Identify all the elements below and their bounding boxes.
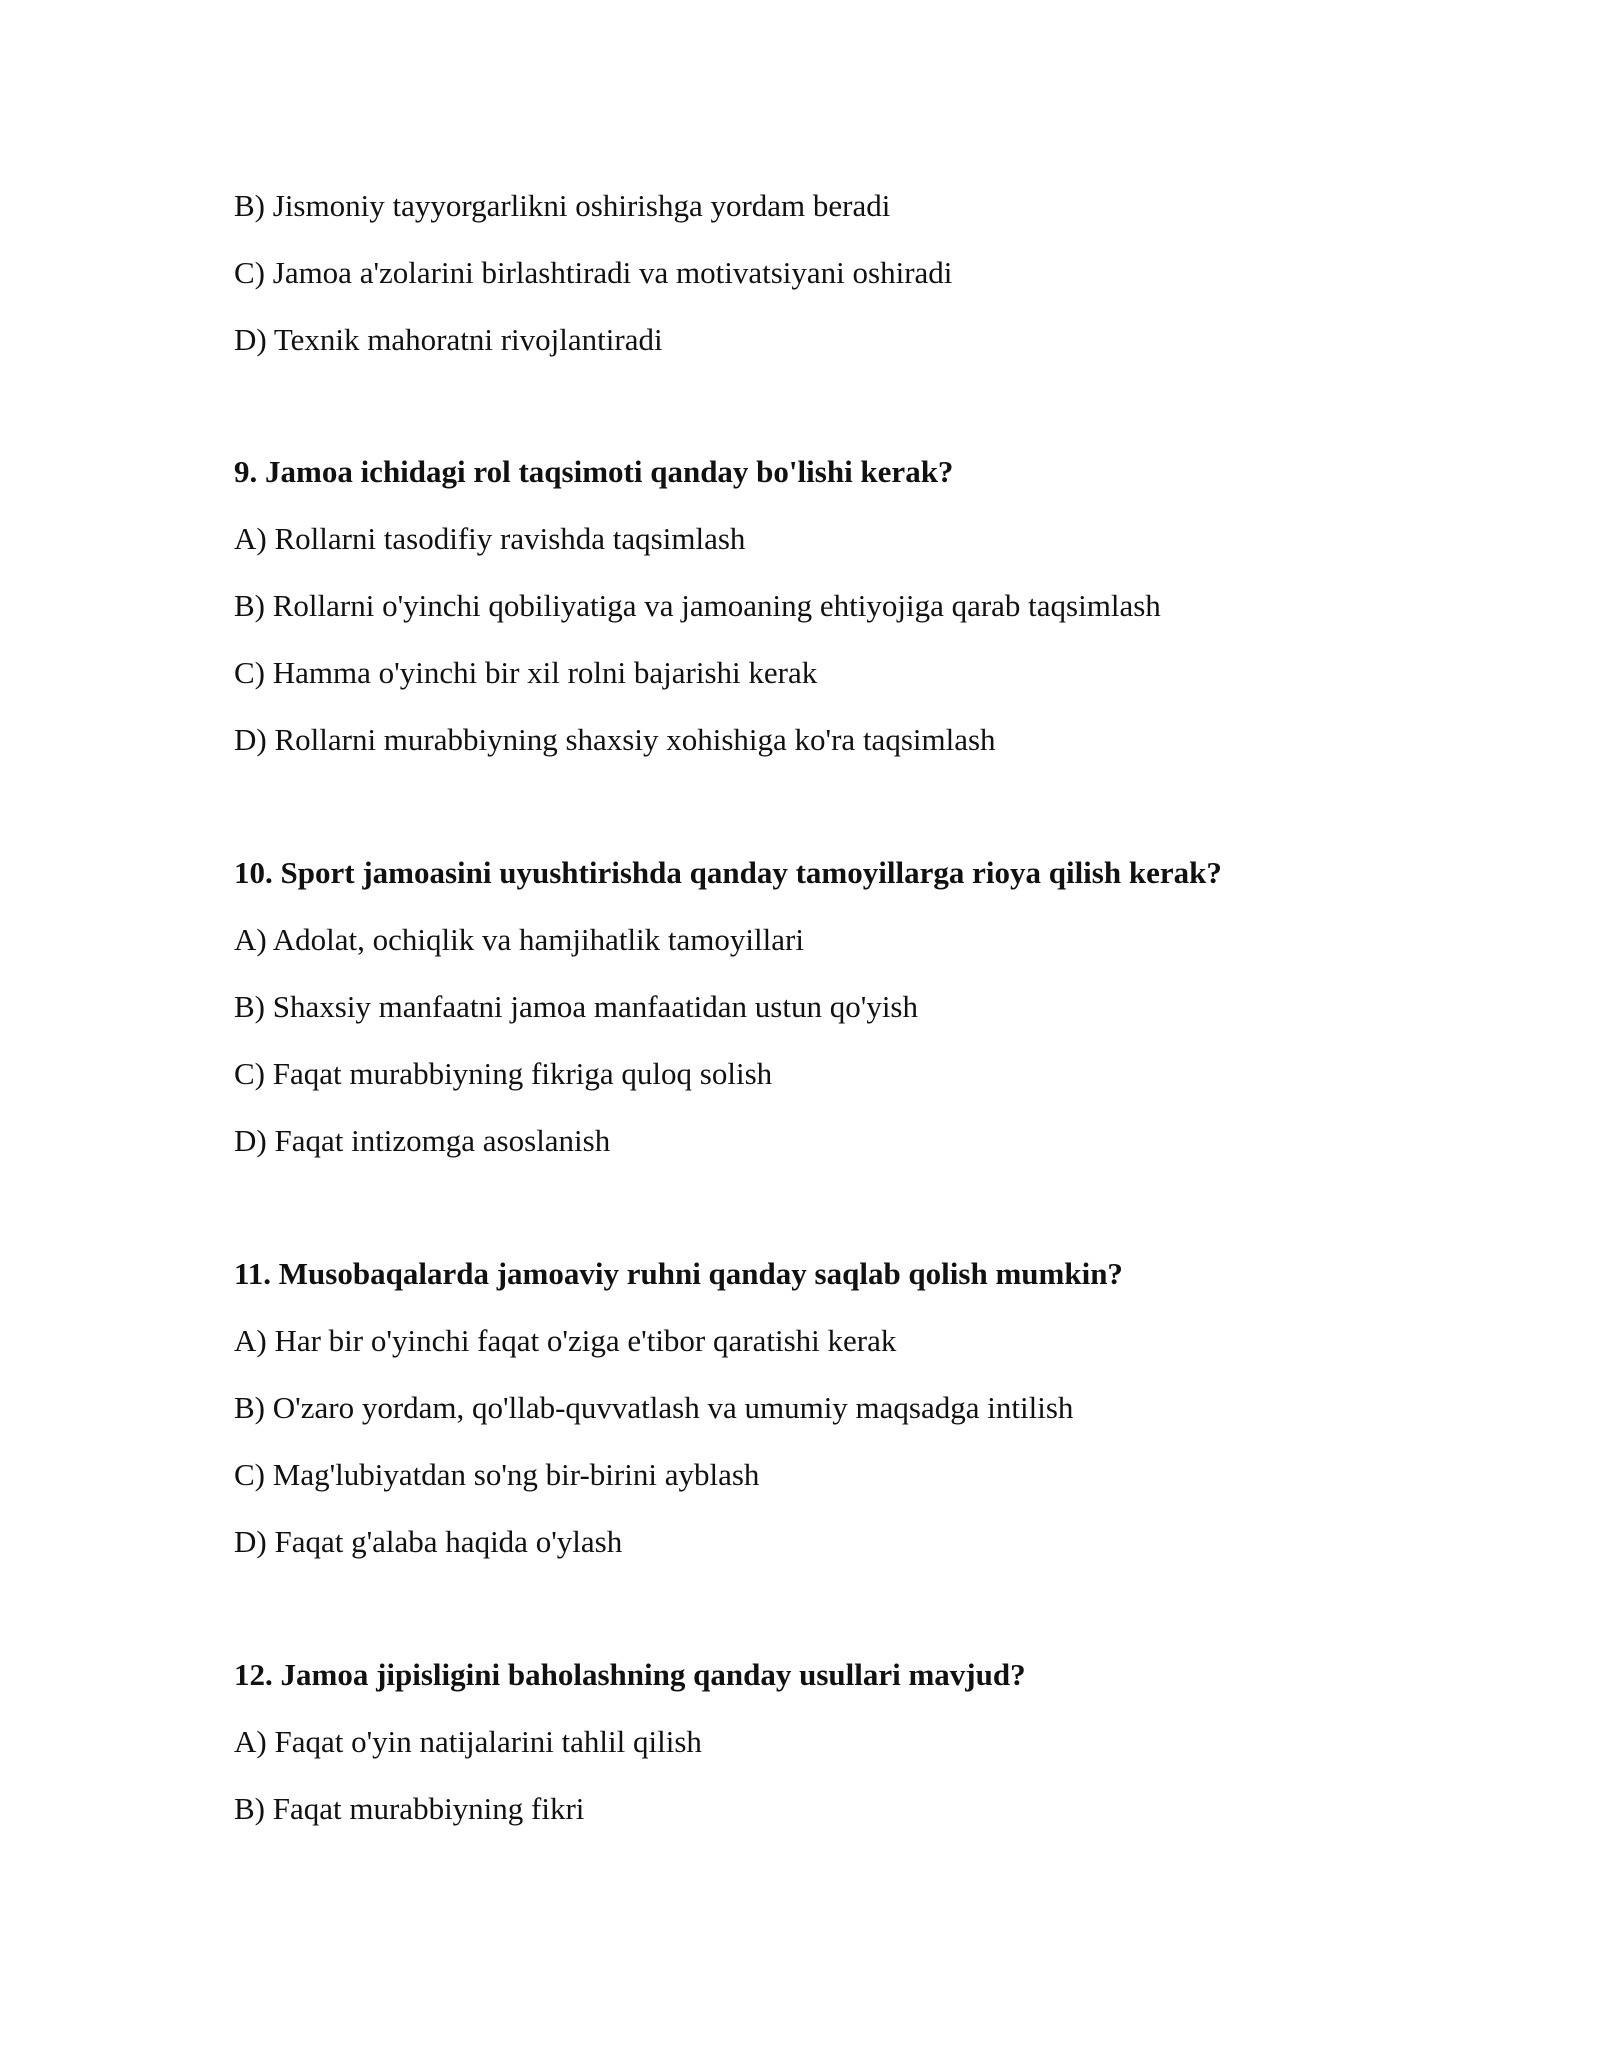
question-11-heading: 11. Musobaqalarda jamoaviy ruhni qanday saqlab qolish mumkin? [234,1256,1123,1291]
question-9-option-c: C) Hamma o'yinchi bir xil rolni bajarishi kerak [234,655,818,690]
option-c-previous: C) Jamoa a'zolarini birlashtiradi va motivatsiyani oshiradi [234,255,953,290]
question-10-option-a: A) Adolat, ochiqlik va hamjihatlik tamoyillari [234,922,804,957]
question-11-option-b: B) O'zaro yordam, qo'llab-quvvatlash va umumiy maqsadga intilish [234,1390,1074,1425]
question-10-option-b: B) Shaxsiy manfaatni jamoa manfaatidan ustun qo'yish [234,989,918,1024]
option-b-previous: B) Jismoniy tayyorgarlikni oshirishga yordam beradi [234,188,891,223]
question-12-option-a: A) Faqat o'yin natijalarini tahlil qilish [234,1724,702,1759]
question-10-option-c: C) Faqat murabbiyning fikriga quloq solish [234,1056,773,1091]
question-10-heading: 10. Sport jamoasini uyushtirishda qanday tamoyillarga rioya qilish kerak? [234,855,1222,890]
question-11-option-d: D) Faqat g'alaba haqida o'ylash [234,1524,623,1559]
option-d-previous: D) Texnik mahoratni rivojlantiradi [234,322,663,357]
question-12-heading: 12. Jamoa jipisligini baholashning qanday usullari mavjud? [234,1657,1026,1692]
question-9-option-a: A) Rollarni tasodifiy ravishda taqsimlash [234,521,746,556]
question-12-option-b: B) Faqat murabbiyning fikri [234,1791,585,1826]
question-10-option-d: D) Faqat intizomga asoslanish [234,1123,611,1158]
question-9-option-d: D) Rollarni murabbiyning shaxsiy xohishiga ko'ra taqsimlash [234,722,996,757]
question-9-option-b: B) Rollarni o'yinchi qobiliyatiga va jamoaning ehtiyojiga qarab taqsimlash [234,588,1161,623]
question-11-option-a: A) Har bir o'yinchi faqat o'ziga e'tibor qaratishi kerak [234,1323,897,1358]
question-9-heading: 9. Jamoa ichidagi rol taqsimoti qanday bo'lishi kerak? [234,454,954,489]
question-11-option-c: C) Mag'lubiyatdan so'ng bir-birini ayblash [234,1457,760,1492]
